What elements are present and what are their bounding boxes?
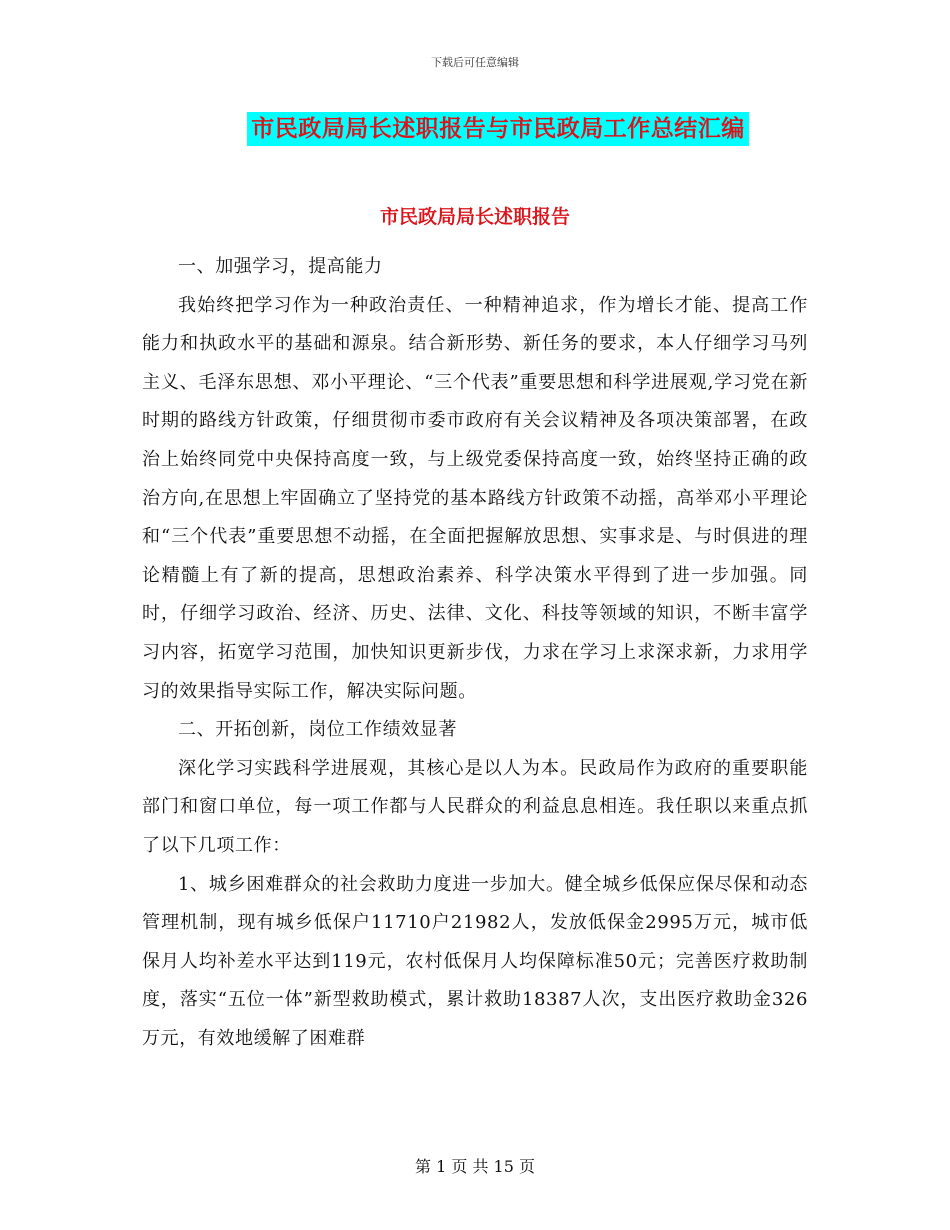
paragraph: 1、城乡困难群众的社会救助力度进一步加大。健全城乡低保应保尽保和动态管理机制，现有城乡低保户11710户21982人，发放低保金2995万元，城市低保月人均补差水平达到119元，农村低保月人均保障标准50元；完善医疗救助制度，落实“五位一体”新型救助模式，累计救助18387人次，支出医疗救助金326万元，有效地缓解了困难群 (142, 873, 808, 1049)
section-heading: 一、加强学习，提高能力 (178, 256, 383, 277)
main-title-wrap (0, 112, 950, 146)
page-footer: 第 1 页 共 15 页 (415, 1157, 535, 1176)
main-title: 市民政局局长述职报告与市民政局工作总结汇编 (247, 112, 749, 146)
sub-title: 市民政局局长述职报告 (379, 206, 570, 228)
paragraph: 我始终把学习作为一种政治责任、一种精神追求，作为增长才能、提高工作能力和执政水平的基础和源泉。结合新形势、新任务的要求，本人仔细学习马列主义、毛泽东思想、邓小平理论、“三个代表”重要思想和科学进展观,学习党在新时期的路线方针政策，仔细贯彻市委市政府有关会议精神及各项决策部署，在政治上始终同党中央保持高度一致，与上级党委保持高度一致，始终坚持正确的政治方向,在思想上牢固确立了坚持党的基本路线方针政策不动摇，高举邓小平理论和“三个代表”重要思想不动摇，在全面把握解放思想、实事求是、与时俱进的理论精髓上有了新的提高，思想政治素养、科学决策水平得到了进一步加强。同时，仔细学习政治、经济、历史、法律、文化、科技等领域的知识，不断丰富学习内容，拓宽学习范围，加快知识更新步伐，力求在学习上求深求新，力求用学习的效果指导实际工作，解决实际问题。 (142, 294, 808, 702)
section-heading: 二、开拓创新，岗位工作绩效显著 (178, 719, 457, 741)
header-note: 下载后可任意编辑 (431, 56, 519, 69)
document-body (142, 248, 808, 1058)
paragraph: 深化学习实践科学进展观，其核心是以人为本。民政局作为政府的重要职能部门和窗口单位，每一项工作都与人民群众的利益息息相连。我任职以来重点抓了以下几项工作： (142, 757, 808, 856)
